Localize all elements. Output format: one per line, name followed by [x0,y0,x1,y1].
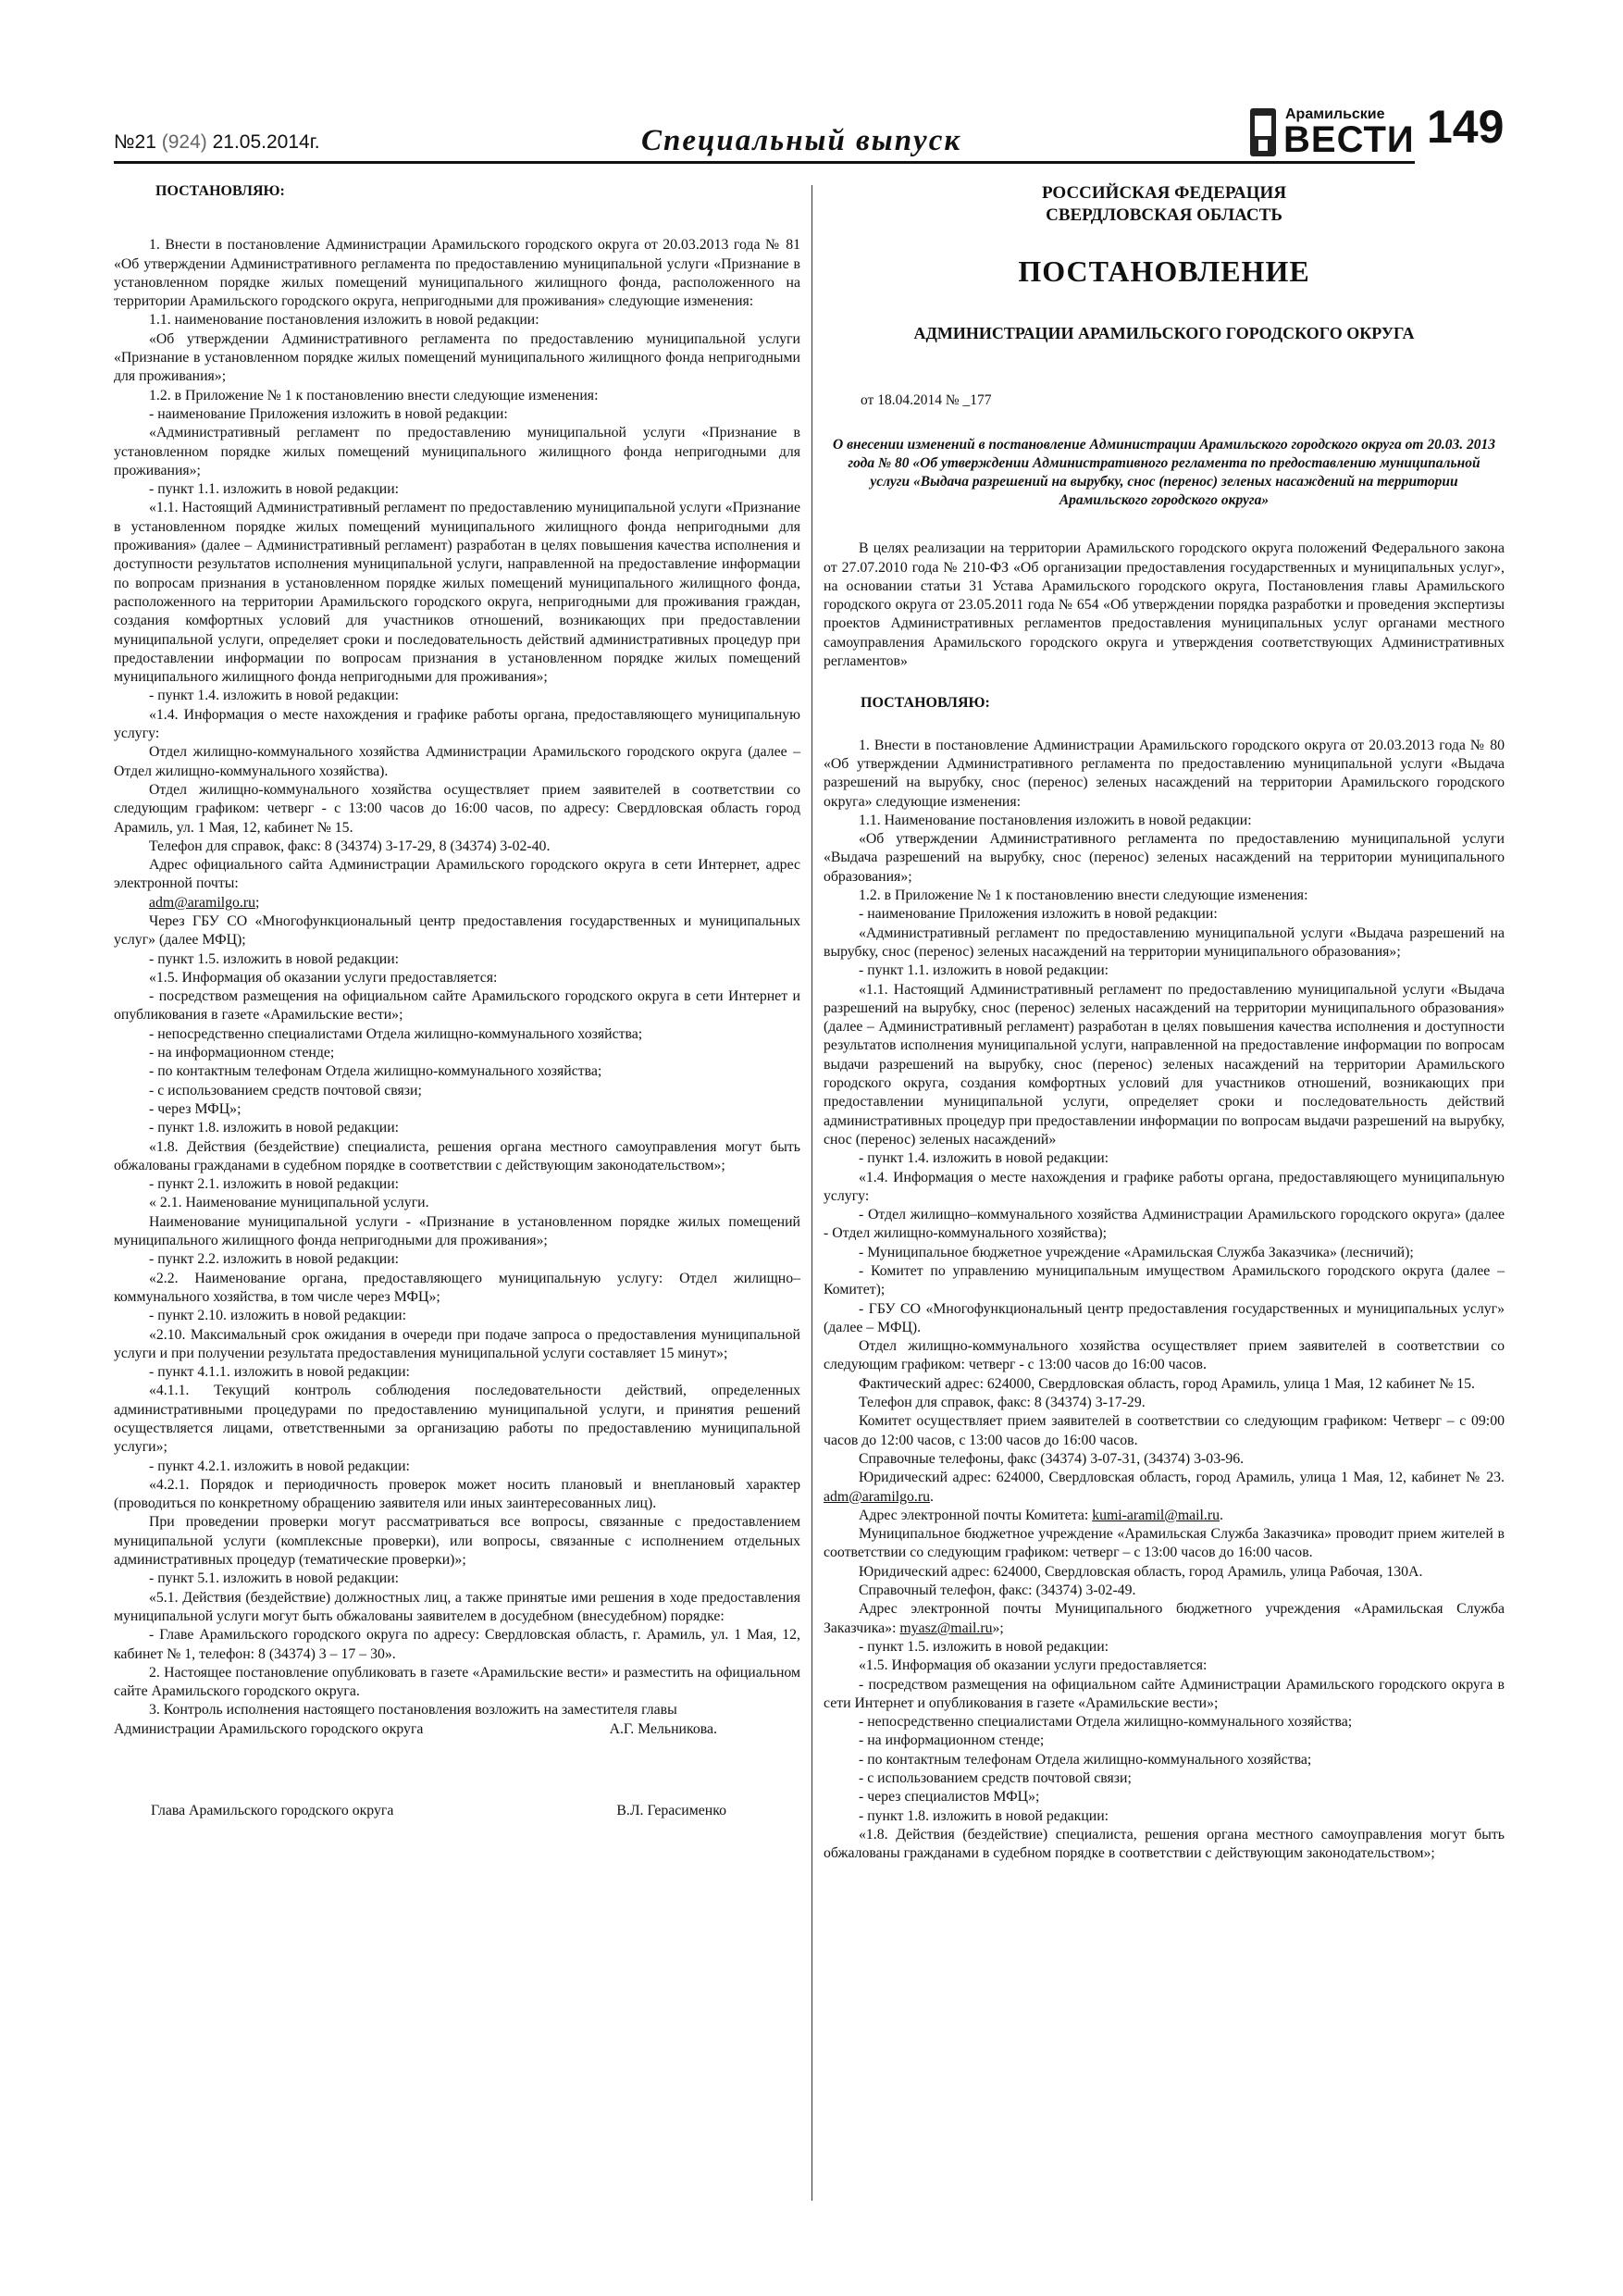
paragraph: - пункт 1.8. изложить в новой редакции: [149,1120,400,1136]
paragraph: 1.1. Наименование постановления изложить в новой редакции: [859,812,1252,828]
paragraph: - пункт 1.4. изложить в новой редакции: [859,1150,1109,1167]
preamble: В целях реализации на территории Арамильского городского округа положений Федерального закона от 27.07.2010 года № 210-ФЗ «Об организации предоставления государственных и муниципальных услуг», на основании статьи 31 Устава Арамильского городского округа, Постановления главы Арамильского городского округа от 23.05.2011 года № 654 «Об утверждении порядка разработки и проведения экспертизы проектов Административных регламентов предоставления муниципальных услуг органами местного самоуправления Арамильского городского округа и утверждения соответствующих Административных регламентов» [824,540,1505,670]
paragraph: « 2.1. Наименование муниципальной услуги. [149,1195,429,1211]
paragraph: «Административный регламент по предоставлению муниципальной услуги «Выдача разрешений на вырубку, снос (перенос) зеленых насаждений на территории муниципального образования»; [824,925,1505,960]
email-link[interactable]: myasz@mail.ru [899,1620,993,1636]
paragraph: При проведении проверки могут рассматриваться все вопросы, связанные с предоставлением муниципальной услуги (комплексные проверки), или вопросы, связанные с исполнением отдельных административных процедур (тематические проверки)»; [114,1514,800,1569]
paragraph: Отдел жилищно-коммунального хозяйства осуществляет прием заявителей в соответствии со следующим графиком: четверг - с 13:00 часов до 16:00 часов. [824,1338,1505,1373]
paragraph: - наименование Приложения изложить в новой редакции: [859,906,1218,923]
paragraph: Комитет осуществляет прием заявителей в соответствии со следующим графиком: Четверг – с 09:00 часов до 12:00 часов, с 13:00 часов до 16:00 часов. [824,1413,1505,1448]
paragraph: - пункт 2.10. изложить в новой редакции: [149,1308,406,1324]
left-column [114,182,800,1820]
issue-info [114,131,320,154]
paragraph: 1. Внести в постановление Администрации Арамильского городского округа от 20.03.2013 года № 81 «Об утверждении Административного регламента по предоставлению муниципальной услуги «Признание в установленном порядке жилых помещений муниципального жилищного фонда, расположенного на территории Арамильского городского округа, непригодными для проживания» следующие изменения: [114,237,800,310]
paragraph: - пункт 2.2. изложить в новой редакции: [149,1251,400,1268]
paragraph: Юридический адрес: 624000, Свердловская область, город Арамиль, улица Рабочая, 130А. [859,1563,1423,1580]
signature-name: В.Л. Герасименко [616,1803,726,1819]
left-site-email: adm@aramilgo.ru; [149,894,260,911]
right-paragraphs [824,737,1505,1470]
page-header [114,100,1520,163]
paragraph: - пункт 2.1. изложить в новой редакции: [149,1176,400,1193]
email-link[interactable]: adm@aramilgo.ru [149,894,255,911]
paragraph: «Об утверждении Административного регламента по предоставлению муниципальной услуги «Признание в установленном порядке жилых помещений муниципального жилищного фонда непригодными для проживания»; [114,330,800,385]
paragraph: «1.8. Действия (бездействие) специалиста, решения органа местного самоуправления могут быть обжалованы гражданами в судебном порядке в соответствии с действующим законодательством»; [824,1826,1505,1862]
paragraph: - Главе Арамильского городского округа по адресу: Свердловская область, г. Арамиль, ул. 1 Мая, 12, кабинет № 1, телефон: 8 (34374) 3 – 17 – 30». [114,1627,800,1662]
country-heading: РОССИЙСКАЯ ФЕДЕРАЦИЯ [1041,183,1287,203]
paragraph: Адрес официального сайта Администрации Арамильского городского округа в сети Интернет, адрес электронной почты: [114,857,800,892]
issue-number: №21 [114,131,156,153]
paragraph: - Комитет по управлению муниципальным имуществом Арамильского городского округа (далее – Комитет); [824,1262,1505,1298]
paragraph: «2.10. Максимальный срок ожидания в очереди при подаче запроса о предоставления муниципальной услуги и при получении результата предоставления муниципальной услуги составляет 15 минут»; [114,1326,800,1361]
paragraph: Отдел жилищно-коммунального хозяйства осуществляет прием заявителей в соответствии со следующим графиком: четверг - с 13:00 часов до 16:00 часов, по адресу: Свердловская область город Арамиль, ул. 1 Мая, 12, кабинет № 15. [114,781,800,836]
paragraph: 3. Контроль исполнения настоящего постановления возложить на заместителя главы [149,1702,677,1719]
email-link[interactable]: kumi-aramil@mail.ru [1092,1507,1220,1523]
paragraph: - Муниципальное бюджетное учреждение «Арамильская Служба Заказчика» (лесничий); [859,1244,1414,1260]
paragraph: - пункт 4.1.1. изложить в новой редакции: [149,1364,410,1381]
paragraph: - на информационном стенде; [859,1732,1045,1749]
signature-title: Глава Арамильского городского округа [151,1803,394,1819]
paragraph: - через МФЦ»; [149,1100,242,1117]
paragraph: - непосредственно специалистами Отдела жилищно-коммунального хозяйства; [149,1025,643,1042]
left-paragraphs-2 [114,912,800,1720]
committee-email-label: Адрес электронной почты Комитета: [859,1507,1089,1523]
paragraph: «1.5. Информация об оказании услуги предоставляется: [149,969,498,986]
logo-small-text: Арамильские [1285,106,1385,122]
paragraph: Наименование муниципальной услуги - «Признание в установленном порядке жилых помещений муниципального жилищного фонда непригодными для проживания»; [114,1213,800,1249]
mbu-email: Адрес электронной почты Муниципального бюджетного учреждения «Арамильская Служба Заказчика»: myasz@mail.ru»; [824,1601,1505,1636]
issue-date: 21.05.2014г. [212,131,320,153]
special-edition-title: Специальный выпуск [641,124,962,157]
paragraph: - по контактным телефонам Отдела жилищно-коммунального хозяйства; [859,1751,1312,1768]
header-rule [114,161,1415,164]
paragraph: Отдел жилищно-коммунального хозяйства Администрации Арамильского городского округа (далее – Отдел жилищно-коммунального хозяйства). [114,744,800,779]
paragraph: «5.1. Действия (бездействие) должностных лиц, а также принятые ими решения в ходе предоставления муниципальной услуги могут быть обжалованы заявителем в досудебном (внесудебном) порядке: [114,1589,800,1624]
paragraph: 1.2. в Приложение № 1 к постановлению внести следующие изменения: [859,887,1308,904]
administration-title: АДМИНИСТРАЦИИ АРАМИЛЬСКОГО ГОРОДСКОГО ОКРУГА [913,324,1415,342]
paragraph: Через ГБУ СО «Многофункциональный центр предоставления государственных и муниципальных услуг» (далее МФЦ); [114,912,800,949]
paragraph: 1.2. в Приложение № 1 к постановлению внести следующие изменения: [149,387,599,403]
document-title: ПОСТАНОВЛЕНИЕ [1018,254,1310,288]
paragraph: «1.8. Действия (бездействие) специалиста, решения органа местного самоуправления могут быть обжалованы гражданами в судебном порядке в соответствии с действующим законодательством»; [114,1138,800,1173]
paragraph: Телефон для справок, факс: 8 (34374) 3-17-29, 8 (34374) 3-02-40. [149,838,551,854]
paragraph: - пункт 1.8. изложить в новой редакции: [859,1807,1109,1824]
paragraph: - наименование Приложения изложить в новой редакции: [149,405,508,422]
paragraph: 1.1. наименование постановления изложить в новой редакции: [149,312,539,329]
paragraph: Справочный телефон, факс: (34374) 3-02-49. [859,1582,1136,1599]
paragraph: «4.2.1. Порядок и периодичность проверок может носить плановый и внеплановый характер (проводиться по конкретному обращению заявителя или иных заинтересованных лиц). [114,1476,800,1512]
document-date: от 18.04.2014 № _177 [861,392,992,408]
paragraph: «4.1.1. Текущий контроль соблюдения последовательности действий, определенных административными процедурами по предоставлению муниципальной услуги, и принятия решений осуществляется лицами, ответственными за организацию работы по предоставлению муниципальной услуги»; [114,1383,800,1456]
control-line-text: Администрации Арамильского городского округа [114,1720,424,1737]
logo-big-text: ВЕСТИ [1283,119,1415,160]
paragraph: - пункт 1.1. изложить в новой редакции: [149,481,400,498]
paragraph: «Административный регламент по предоставлению муниципальной услуги «Признание в установленном порядке жилых помещений муниципального жилищного фонда непригодными для проживания»; [114,425,800,478]
paragraph: - пункт 1.5. изложить в новой редакции: [149,950,400,967]
paragraph: Фактический адрес: 624000, Свердловская область, город Арамиль, улица 1 Мая, 12 кабинет № 15. [859,1375,1475,1392]
region-heading: СВЕРДЛОВСКАЯ ОБЛАСТЬ [1046,205,1282,225]
control-name: А.Г. Мельникова. [609,1720,717,1737]
paragraph: «Об утверждении Административного регламента по предоставлению муниципальной услуги «Выдача разрешений на вырубку, снос (перенос) зеленых насаждений на территории муниципального образования»; [824,831,1505,885]
paragraph: - пункт 5.1. изложить в новой редакции: [149,1570,400,1587]
paragraph: 2. Настоящее постановление опубликовать в газете «Арамильские вести» и разместить на официальном сайте Арамильского городского округа. [114,1664,800,1700]
paragraph: Справочные телефоны, факс (34374) 3-07-31, (34374) 3-03-96. [859,1450,1245,1467]
paragraph: 1. Внести в постановление Администрации Арамильского городского округа от 20.03.2013 года № 80 «Об утверждении Административного регламента по предоставлению муниципальной услуги «Выдача разрешений на вырубку, снос (перенос) зеленых насаждений на территории Арамильского городского округа» следующие изменения: [824,737,1505,810]
paragraph: - на информационном стенде; [149,1045,335,1061]
coat-of-arms-icon [1250,108,1276,156]
paragraph: - ГБУ СО «Многофункциональный центр предоставления государственных и муниципальных услуг» (далее – МФЦ). [824,1300,1505,1335]
left-heading: ПОСТАНОВЛЯЮ: [155,183,285,199]
paragraph: «1.1. Настоящий Административный регламент по предоставлению муниципальной услуги «Признание в установленном порядке жилых помещений муниципального жилищного фонда непригодными для проживания» (далее – Административный регламент) разработан в целях повышения качества исполнения и доступности результатов исполнения муниципальной услуги, направленной на предоставление информации по вопросам признания в установленном порядке жилых помещений муниципального жилищного фонда, расположенного на территории Арамильского городского округа, непригодными для проживания граждан, создания комфортных условий для участников отношений, возникающих при предоставлении муниципальной услуги, определяет сроки и последовательность действий административных процедур при предоставлении информации по вопросам признания в установленном порядке жилых помещений муниципального жилищного фонда непригодными для проживания»; [114,500,800,686]
paragraph: - пункт 1.4. изложить в новой редакции: [149,688,400,704]
paragraph: Телефон для справок, факс: 8 (34374) 3-17-29. [859,1395,1146,1411]
right-paragraphs-3 [824,1638,1505,1864]
paragraph: Муниципальное бюджетное учреждение «Арамильская Служба Заказчика» проводит прием жителей в соответствии со следующим графиком: четверг – с 13:00 часов до 16:00 часов. [824,1526,1505,1561]
paragraph: - по контактным телефонам Отдела жилищно-коммунального хозяйства; [149,1063,602,1080]
control-line [114,1720,800,1739]
right-heading: ПОСТАНОВЛЯЮ: [861,695,990,712]
mbu-email-label: Адрес электронной почты Муниципального бюджетного учреждения «Арамильская Служба Заказчика»: [824,1601,1505,1636]
paragraph: - с использованием средств почтовой связи; [149,1082,422,1098]
paragraph: - пункт 1.5. изложить в новой редакции: [859,1638,1109,1655]
paragraph: - пункт 4.2.1. изложить в новой редакции: [149,1458,410,1474]
paragraph: «1.1. Настоящий Административный регламент по предоставлению муниципальной услуги «Выдача разрешений на вырубку, снос (перенос) зеленых насаждений на территории муниципального образования» (далее – Административный регламент) разработан в целях повышения качества исполнения и доступности результатов исполнения муниципальной услуги, направленной на предоставление информации по вопросам выдачи разрешений на вырубку, снос (перенос) зеленых насаждений на территории Арамильского городского округа, создания комфортных условий для участников отношений, возникающих при предоставлении муниципальной услуги, определяет сроки и последовательность действий административных процедур при предоставлении информации по вопросам выдачи разрешений на вырубку, снос (перенос) зеленых насаждений» [824,981,1505,1148]
document-subject: О внесении изменений в постановление Администрации Арамильского городского округа от 20.03. 2013 года № 80 «Об утверждении Административного регламента по предоставлению муниципальной услуги «Выдача разрешений на вырубку, снос (перенос) зеленых насаждений на территории Арамильского городского округа» [833,437,1495,509]
left-paragraphs [114,236,800,893]
paragraph: - пункт 1.1. изложить в новой редакции: [859,962,1109,979]
page-number: 149 [1427,101,1505,153]
paragraph: «2.2. Наименование органа, предоставляющего муниципальную услугу: Отдел жилищно–коммунального хозяйства, в том числе через МФЦ»; [114,1270,800,1305]
email-link[interactable]: adm@aramilgo.ru [824,1488,930,1505]
paragraph: «1.5. Информация об оказании услуги предоставляется: [859,1657,1208,1674]
paragraph: «1.4. Информация о месте нахождения и графике работы органа, предоставляющего муниципальную услугу: [114,706,800,742]
paragraph: - посредством размещения на официальном сайте Администрации Арамильского городского округа в сети Интернет и опубликования в газете «Арамильские вести»; [824,1676,1505,1711]
paragraph: - непосредственно специалистами Отдела жилищно-коммунального хозяйства; [859,1714,1353,1731]
right-site-email-label: Юридический адрес: 624000, Свердловская область, город Арамиль, улица 1 Мая, 12, кабинет № 23. [859,1470,1505,1486]
issue-total: (924) [161,131,207,153]
signature-line [114,1802,800,1820]
paragraph: - через специалистов МФЦ»; [859,1789,1040,1806]
right-site-email: Юридический адрес: 624000, Свердловская область, город Арамиль, улица 1 Мая, 12, кабинет № 23. adm@aramilgo.ru. [824,1470,1505,1505]
paragraph: «1.4. Информация о месте нахождения и графике работы органа, предоставляющего муниципальную услугу: [824,1169,1505,1204]
right-column [824,182,1505,1863]
committee-email: Адрес электронной почты Комитета: kumi-aramil@mail.ru. [859,1507,1223,1523]
paragraph: - с использованием средств почтовой связи; [859,1770,1132,1786]
paragraph: - посредством размещения на официальном сайте Арамильского городского округа в сети Интернет и опубликования в газете «Арамильские вести»; [114,988,800,1024]
right-paragraphs-2 [824,1525,1505,1600]
paragraph: - Отдел жилищно–коммунального хозяйства Администрации Арамильского городского округа» (далее - Отдел жилищно-коммунального хозяйства); [824,1207,1505,1242]
